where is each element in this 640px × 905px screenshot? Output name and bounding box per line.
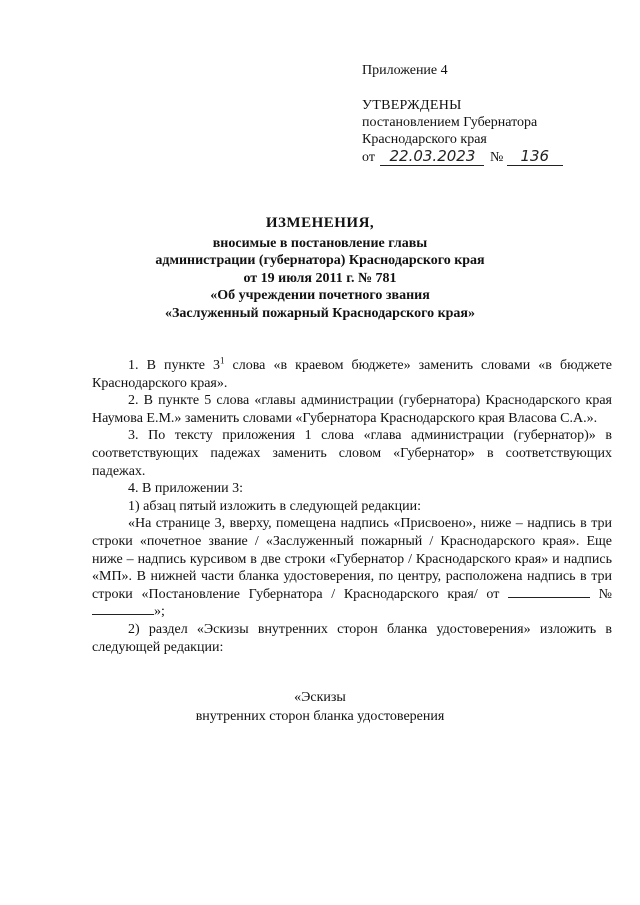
approval-line-1: постановлением Губернатора <box>362 115 538 130</box>
title-line-4: «Об учреждении почетного звания <box>210 288 430 303</box>
date-prefix: от <box>362 150 375 165</box>
approved-heading: УТВЕРЖДЕНЫ <box>362 98 462 113</box>
handwritten-date: 22.03.2023 <box>380 148 484 166</box>
paragraph-1 <box>92 357 612 392</box>
approval-stamp <box>362 62 602 166</box>
approval-date-line <box>362 148 602 166</box>
document-body <box>92 357 612 656</box>
blank-number-field <box>92 604 154 615</box>
sketch-heading-line-1: «Эскизы <box>294 690 346 705</box>
document-title <box>120 215 520 322</box>
paragraph-5: 1) абзац пятый изложить в следующей редакции: <box>128 498 421 514</box>
title-main: ИЗМЕНЕНИЯ, <box>265 215 375 231</box>
superscript: 1 <box>219 355 225 366</box>
number-prefix: № <box>489 150 504 165</box>
paragraph-1-start: 1. В пункте 3 <box>128 358 220 373</box>
paragraph-3: 3. По тексту приложения 1 слова «глава администрации (губернатор)» в соответствующих падежах заменить словом «Губернатор» в соответствующих падежах. <box>92 428 612 479</box>
title-line-1: вносимые в постановление главы <box>212 235 428 251</box>
paragraph-6-text: «На странице 3, вверху, помещена надпись «Присвоено», ниже – надпись в три строки «почетное звание / «Заслуженный пожарный / Краснодарского края». Еще ниже – надпись курсивом в две строки «Губернатор / Краснодарского края» и надпись «МП». В нижней части бланка удостоверения, по центру, расположена надпись в три строки «Постановление Губернатора / Краснодарского края/ от <box>92 516 612 602</box>
title-line-2: администрации (губернатора) Краснодарского края <box>155 253 485 268</box>
paragraph-4: 4. В приложении 3: <box>128 481 244 497</box>
title-line-3: от 19 июля 2011 г. № 781 <box>243 270 397 286</box>
title-line-5: «Заслуженный пожарный Краснодарского края» <box>164 305 476 321</box>
paragraph-6-number-sign: № <box>598 586 613 602</box>
blank-date-field <box>508 587 590 598</box>
appendix-number: Приложение 4 <box>362 63 448 78</box>
paragraph-7: 2) раздел «Эскизы внутренних сторон бланка удостоверения» изложить в следующей редакции: <box>92 621 612 655</box>
paragraph-6 <box>92 515 612 621</box>
sketch-heading-line-2: внутренних сторон бланка удостоверения <box>195 709 445 724</box>
sketch-heading <box>150 688 490 726</box>
paragraph-6-end: »; <box>154 604 165 620</box>
paragraph-1-end: слова «в краевом бюджете» заменить словами «в бюджете Краснодарского края». <box>92 358 612 391</box>
handwritten-number: 136 <box>507 148 563 166</box>
paragraph-2: 2. В пункте 5 слова «главы администрации (губернатора) Краснодарского края Наумова Е.М.» заменить словами «Губернатора Краснодарского края Власова С.А.». <box>92 393 612 426</box>
approval-line-2: Краснодарского края <box>362 132 487 147</box>
